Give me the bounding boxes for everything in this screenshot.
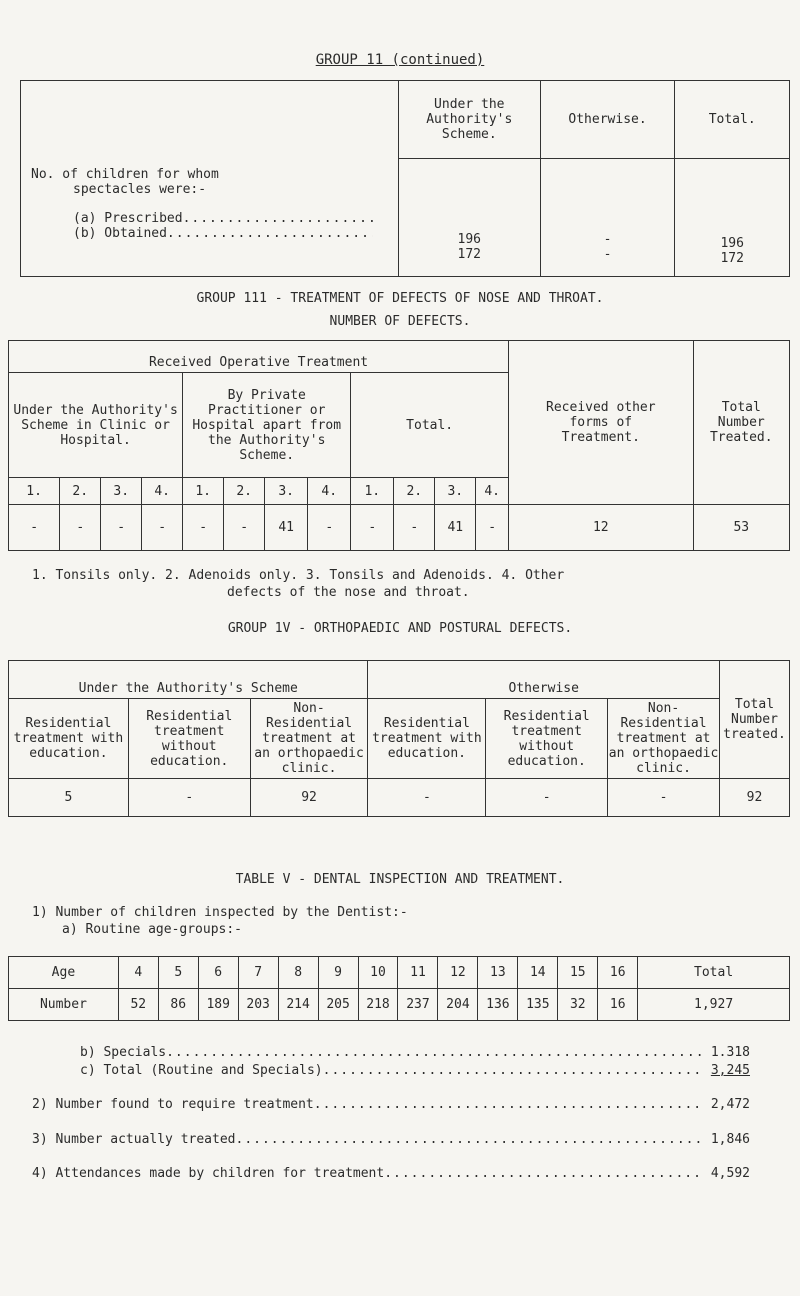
obtained-label: (b) Obtained ..... bbox=[31, 226, 373, 241]
other-forms-value: 12 bbox=[509, 505, 693, 551]
ortho-col-2: Residential treatment without education. bbox=[128, 699, 250, 779]
actually-treated-line: 3) Number actually treated ..... 1,846 bbox=[32, 1132, 750, 1147]
ortho-otherwise-header: Otherwise bbox=[368, 661, 720, 699]
ortho-total-header: Total Number treated. bbox=[719, 661, 789, 779]
dental-item-1: 1) Number of children inspected by the Dentist:- bbox=[32, 905, 408, 920]
group-2-heading: GROUP 11 (continued) bbox=[315, 52, 485, 68]
spectacles-row-labels: No. of children for whom spectacles were:- (a) Prescribed ..... (b) Obtained ..... bbox=[21, 81, 399, 277]
ortho-values-row: 5 - 92 - - - 92 bbox=[9, 779, 790, 817]
ortho-col-3: Non-Residential treatment at an orthopaedic clinic. bbox=[250, 699, 368, 779]
spectacles-table bbox=[20, 80, 790, 277]
ortho-col-1: Residential treatment with education. bbox=[9, 699, 129, 779]
values-row: - - - - - - 41 - - - 41 - 12 53 bbox=[9, 505, 790, 551]
scheme-values: 196 172 bbox=[398, 159, 540, 277]
ortho-scheme-header: Under the Authority's Scheme bbox=[9, 661, 368, 699]
footnote-line-1: 1. Tonsils only. 2. Adenoids only. 3. Tonsils and Adenoids. 4. Other bbox=[32, 568, 565, 583]
number-row: Number 52 86 189 203 214 205 218 237 204 136 135 32 16 1,927 bbox=[9, 989, 790, 1021]
dental-heading: TABLE V - DENTAL INSPECTION AND TREATMENT. bbox=[235, 872, 565, 887]
orthopaedic-table bbox=[8, 660, 790, 817]
private-practitioner-header: By Private Practitioner or Hospital apart from the Authority's Scheme. bbox=[183, 373, 351, 478]
ortho-col-6: Non-Residential treatment at an orthopaedic clinic. bbox=[608, 699, 720, 779]
ortho-col-4: Residential treatment with education. bbox=[368, 699, 486, 779]
group-4-heading: GROUP 1V - ORTHOPAEDIC AND POSTURAL DEFECTS. bbox=[227, 621, 573, 636]
total-values: 196 172 bbox=[675, 159, 790, 277]
ortho-col-5: Residential treatment without education. bbox=[486, 699, 608, 779]
age-groups-table bbox=[8, 956, 790, 1021]
subheader-row: 1. 2. 3. 4. 1. 2. 3. 4. 1. 2. 3. 4. bbox=[9, 478, 790, 505]
col-otherwise-header: Otherwise. bbox=[540, 81, 675, 159]
total-treated-header: Total Number Treated. bbox=[693, 341, 789, 505]
total-treated-value: 53 bbox=[693, 505, 789, 551]
group-3-subheading: NUMBER OF DEFECTS. bbox=[329, 314, 471, 329]
require-treatment-line: 2) Number found to require treatment ..... 2,472 bbox=[32, 1097, 750, 1112]
other-forms-header: Received other forms of Treatment. bbox=[509, 341, 693, 505]
otherwise-values: - - bbox=[540, 159, 675, 277]
specials-line: b) Specials ..... 1.318 bbox=[80, 1045, 750, 1060]
operative-total-header: Total. bbox=[351, 373, 509, 478]
operative-treatment-header: Received Operative Treatment bbox=[9, 341, 509, 373]
total-routine-specials-line: c) Total (Routine and Specials) ..... 3,245 bbox=[80, 1063, 750, 1078]
age-row: Age 4 5 6 7 8 9 10 11 12 13 14 15 16 Total bbox=[9, 957, 790, 989]
attendances-line: 4) Attendances made by children for treatment ..... 4,592 bbox=[32, 1166, 750, 1181]
footnote-line-2: defects of the nose and throat. bbox=[227, 585, 470, 600]
nose-throat-table bbox=[8, 340, 790, 551]
dental-item-1a: a) Routine age-groups:- bbox=[62, 922, 243, 937]
group-3-heading: GROUP 111 - TREATMENT OF DEFECTS OF NOSE AND THROAT. bbox=[196, 291, 604, 306]
col-scheme-header: Under the Authority's Scheme. bbox=[398, 81, 540, 159]
prescribed-label: (a) Prescribed ..... bbox=[31, 211, 373, 226]
clinic-hospital-header: Under the Authority's Scheme in Clinic or Hospital. bbox=[9, 373, 183, 478]
col-total-header: Total. bbox=[675, 81, 790, 159]
